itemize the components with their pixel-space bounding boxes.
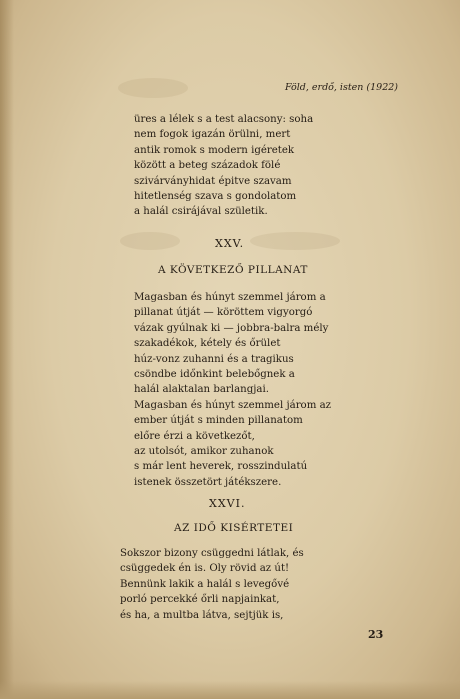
poem-body xyxy=(134,290,331,490)
poem-line: előre érzi a következőt, xyxy=(134,430,255,442)
poem-line: nem fogok igazán örülni, mert xyxy=(134,129,291,141)
poem-line: a halál csirájával születik. xyxy=(134,206,268,218)
page-edge-shadow xyxy=(0,0,14,699)
poem-line: s már lent heverek, rosszindulatú xyxy=(134,461,308,473)
poem-line: porló percekké őrli napjainkat, xyxy=(120,594,280,606)
poem-line: hitetlenség szava s gondolatom xyxy=(134,190,297,202)
paper-stain xyxy=(118,78,188,98)
section-numeral: XXVI. xyxy=(209,497,246,510)
page-number: 23 xyxy=(368,628,384,641)
poem-continuation xyxy=(134,112,313,220)
poem-line: Sokszor bizony csüggedni látlak, és xyxy=(120,548,304,559)
page-bottom-shadow xyxy=(0,681,460,699)
running-header: Föld, erdő, isten (1922) xyxy=(284,82,398,93)
poem-line: húz-vonz zuhanni és a tragikus xyxy=(134,353,294,365)
poem-title: A KÖVETKEZŐ PILLANAT xyxy=(158,264,308,276)
paper-stain xyxy=(250,232,340,250)
poem-line: között a beteg századok fölé xyxy=(134,160,281,172)
poem-line: Bennünk lakik a halál s levegővé xyxy=(120,578,290,590)
poem-line: ember útját s minden pillanatom xyxy=(134,415,303,427)
poem-line: Magasban és húnyt szemmel járom az xyxy=(134,399,332,411)
poem-line: és ha, a multba látva, sejtjük is, xyxy=(120,609,284,621)
poem-line: üres a lélek s a test alacsony: soha xyxy=(134,114,314,125)
poem-title: AZ IDŐ KISÉRTETEI xyxy=(174,522,294,534)
poem-line: szivárványhidat épitve szavam xyxy=(134,175,292,187)
poem-line: csöndbe időnkint belebőgnek a xyxy=(134,368,295,380)
poem-line: szakadékok, kétely és őrület xyxy=(134,338,281,350)
poem-line: antik romok s modern igéretek xyxy=(134,144,295,156)
paper-stain xyxy=(120,232,180,250)
poem-line: pillanat útját — köröttem vigyorgó xyxy=(134,307,313,319)
poem-line: Magasban és húnyt szemmel járom a xyxy=(134,292,326,303)
poem-line: csüggedek én is. Oly rövid az út! xyxy=(120,563,290,575)
poem-line: vázak gyúlnak ki — jobbra-balra mély xyxy=(134,322,329,334)
poem-line: istenek összetört játékszere. xyxy=(134,476,282,488)
poem-line: halál alaktalan barlangjai. xyxy=(134,384,269,396)
poem-line: az utolsót, amikor zuhanok xyxy=(134,445,274,457)
poem-body xyxy=(120,546,304,623)
section-numeral: XXV. xyxy=(215,237,245,250)
